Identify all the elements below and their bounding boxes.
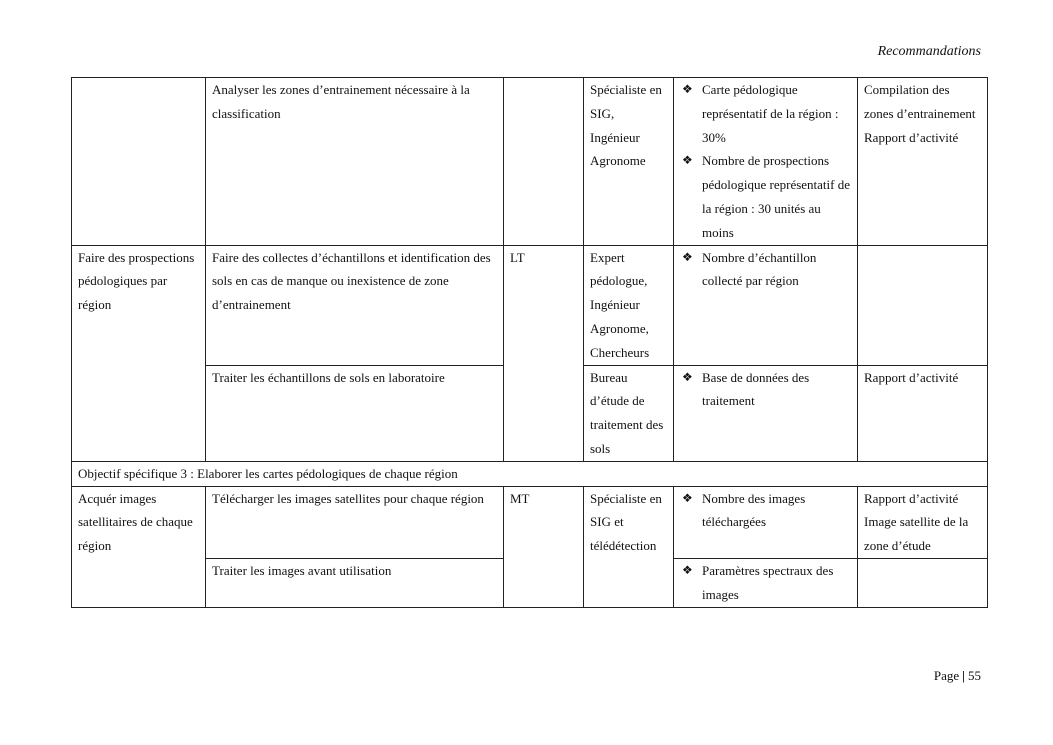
diamond-bullet-icon: ❖: [682, 369, 693, 384]
diamond-bullet-icon: ❖: [682, 153, 693, 168]
indicators-cell: [674, 486, 858, 558]
responsible-cell: Bureau d’étude de traitement des sols: [584, 365, 674, 461]
verification-cell: [858, 245, 988, 365]
activity-cell: Faire des prospections pédologiques par région: [72, 245, 206, 461]
indicator-item: ❖ Paramètres spectraux des images: [680, 559, 851, 607]
page-separator: |: [962, 668, 965, 683]
action-cell: Faire des collectes d’échantillons et identification des sols en cas de manque ou inexistence de zone d’entrainement: [206, 245, 504, 365]
diamond-bullet-icon: ❖: [682, 249, 693, 264]
table-row: [72, 486, 988, 558]
responsible-cell: Spécialiste en SIG et télédétection: [584, 486, 674, 607]
indicator-item: ❖ Nombre des images téléchargées: [680, 487, 851, 535]
indicator-item: ❖ Nombre de prospections pédologique représentatif de la région : 30 unités au moins: [680, 149, 851, 244]
indicators-cell: [674, 558, 858, 607]
recommendations-table: [71, 77, 988, 608]
term-cell: LT: [504, 245, 584, 461]
verification-cell: Rapport d’activité: [858, 365, 988, 461]
section-header: Recommandations: [877, 44, 981, 59]
page-number: 55: [968, 668, 981, 683]
diamond-bullet-icon: ❖: [682, 490, 693, 505]
diamond-bullet-icon: ❖: [682, 562, 693, 577]
responsible-cell: Spécialiste en SIG, Ingénieur Agronome: [584, 78, 674, 246]
indicators-cell: [674, 78, 858, 246]
action-cell: Télécharger les images satellites pour chaque région: [206, 486, 504, 558]
indicators-cell: [674, 365, 858, 461]
indicator-item: ❖ Base de données des traitement: [680, 366, 851, 414]
diamond-bullet-icon: ❖: [682, 82, 693, 96]
indicators-cell: [674, 245, 858, 365]
action-cell: Traiter les échantillons de sols en laboratoire: [206, 365, 504, 461]
indicator-item: ❖ Carte pédologique représentatif de la région : 30%: [680, 78, 851, 149]
verification-cell: Compilation des zones d’entrainement Rapport d’activité: [858, 78, 988, 246]
objective-heading: Objectif spécifique 3 : Elaborer les cartes pédologiques de chaque région: [72, 461, 988, 486]
term-cell: MT: [504, 486, 584, 607]
page-footer: [934, 668, 981, 684]
activity-cell: [72, 78, 206, 246]
objective-row: [72, 461, 988, 486]
responsible-cell: Expert pédologue, Ingénieur Agronome, Chercheurs: [584, 245, 674, 365]
verification-cell: Rapport d’activité Image satellite de la zone d’étude: [858, 486, 988, 558]
table-row: [72, 245, 988, 365]
page-label: Page: [933, 668, 960, 683]
table-row: [72, 78, 988, 246]
action-cell: Traiter les images avant utilisation: [206, 558, 504, 607]
term-cell: [504, 78, 584, 246]
indicator-item: ❖ Nombre d’échantillon collecté par région: [680, 246, 851, 294]
activity-cell: Acquér images satellitaires de chaque région: [72, 486, 206, 607]
action-cell: Analyser les zones d’entrainement nécessaire à la classification: [206, 78, 504, 246]
verification-cell: [858, 558, 988, 607]
